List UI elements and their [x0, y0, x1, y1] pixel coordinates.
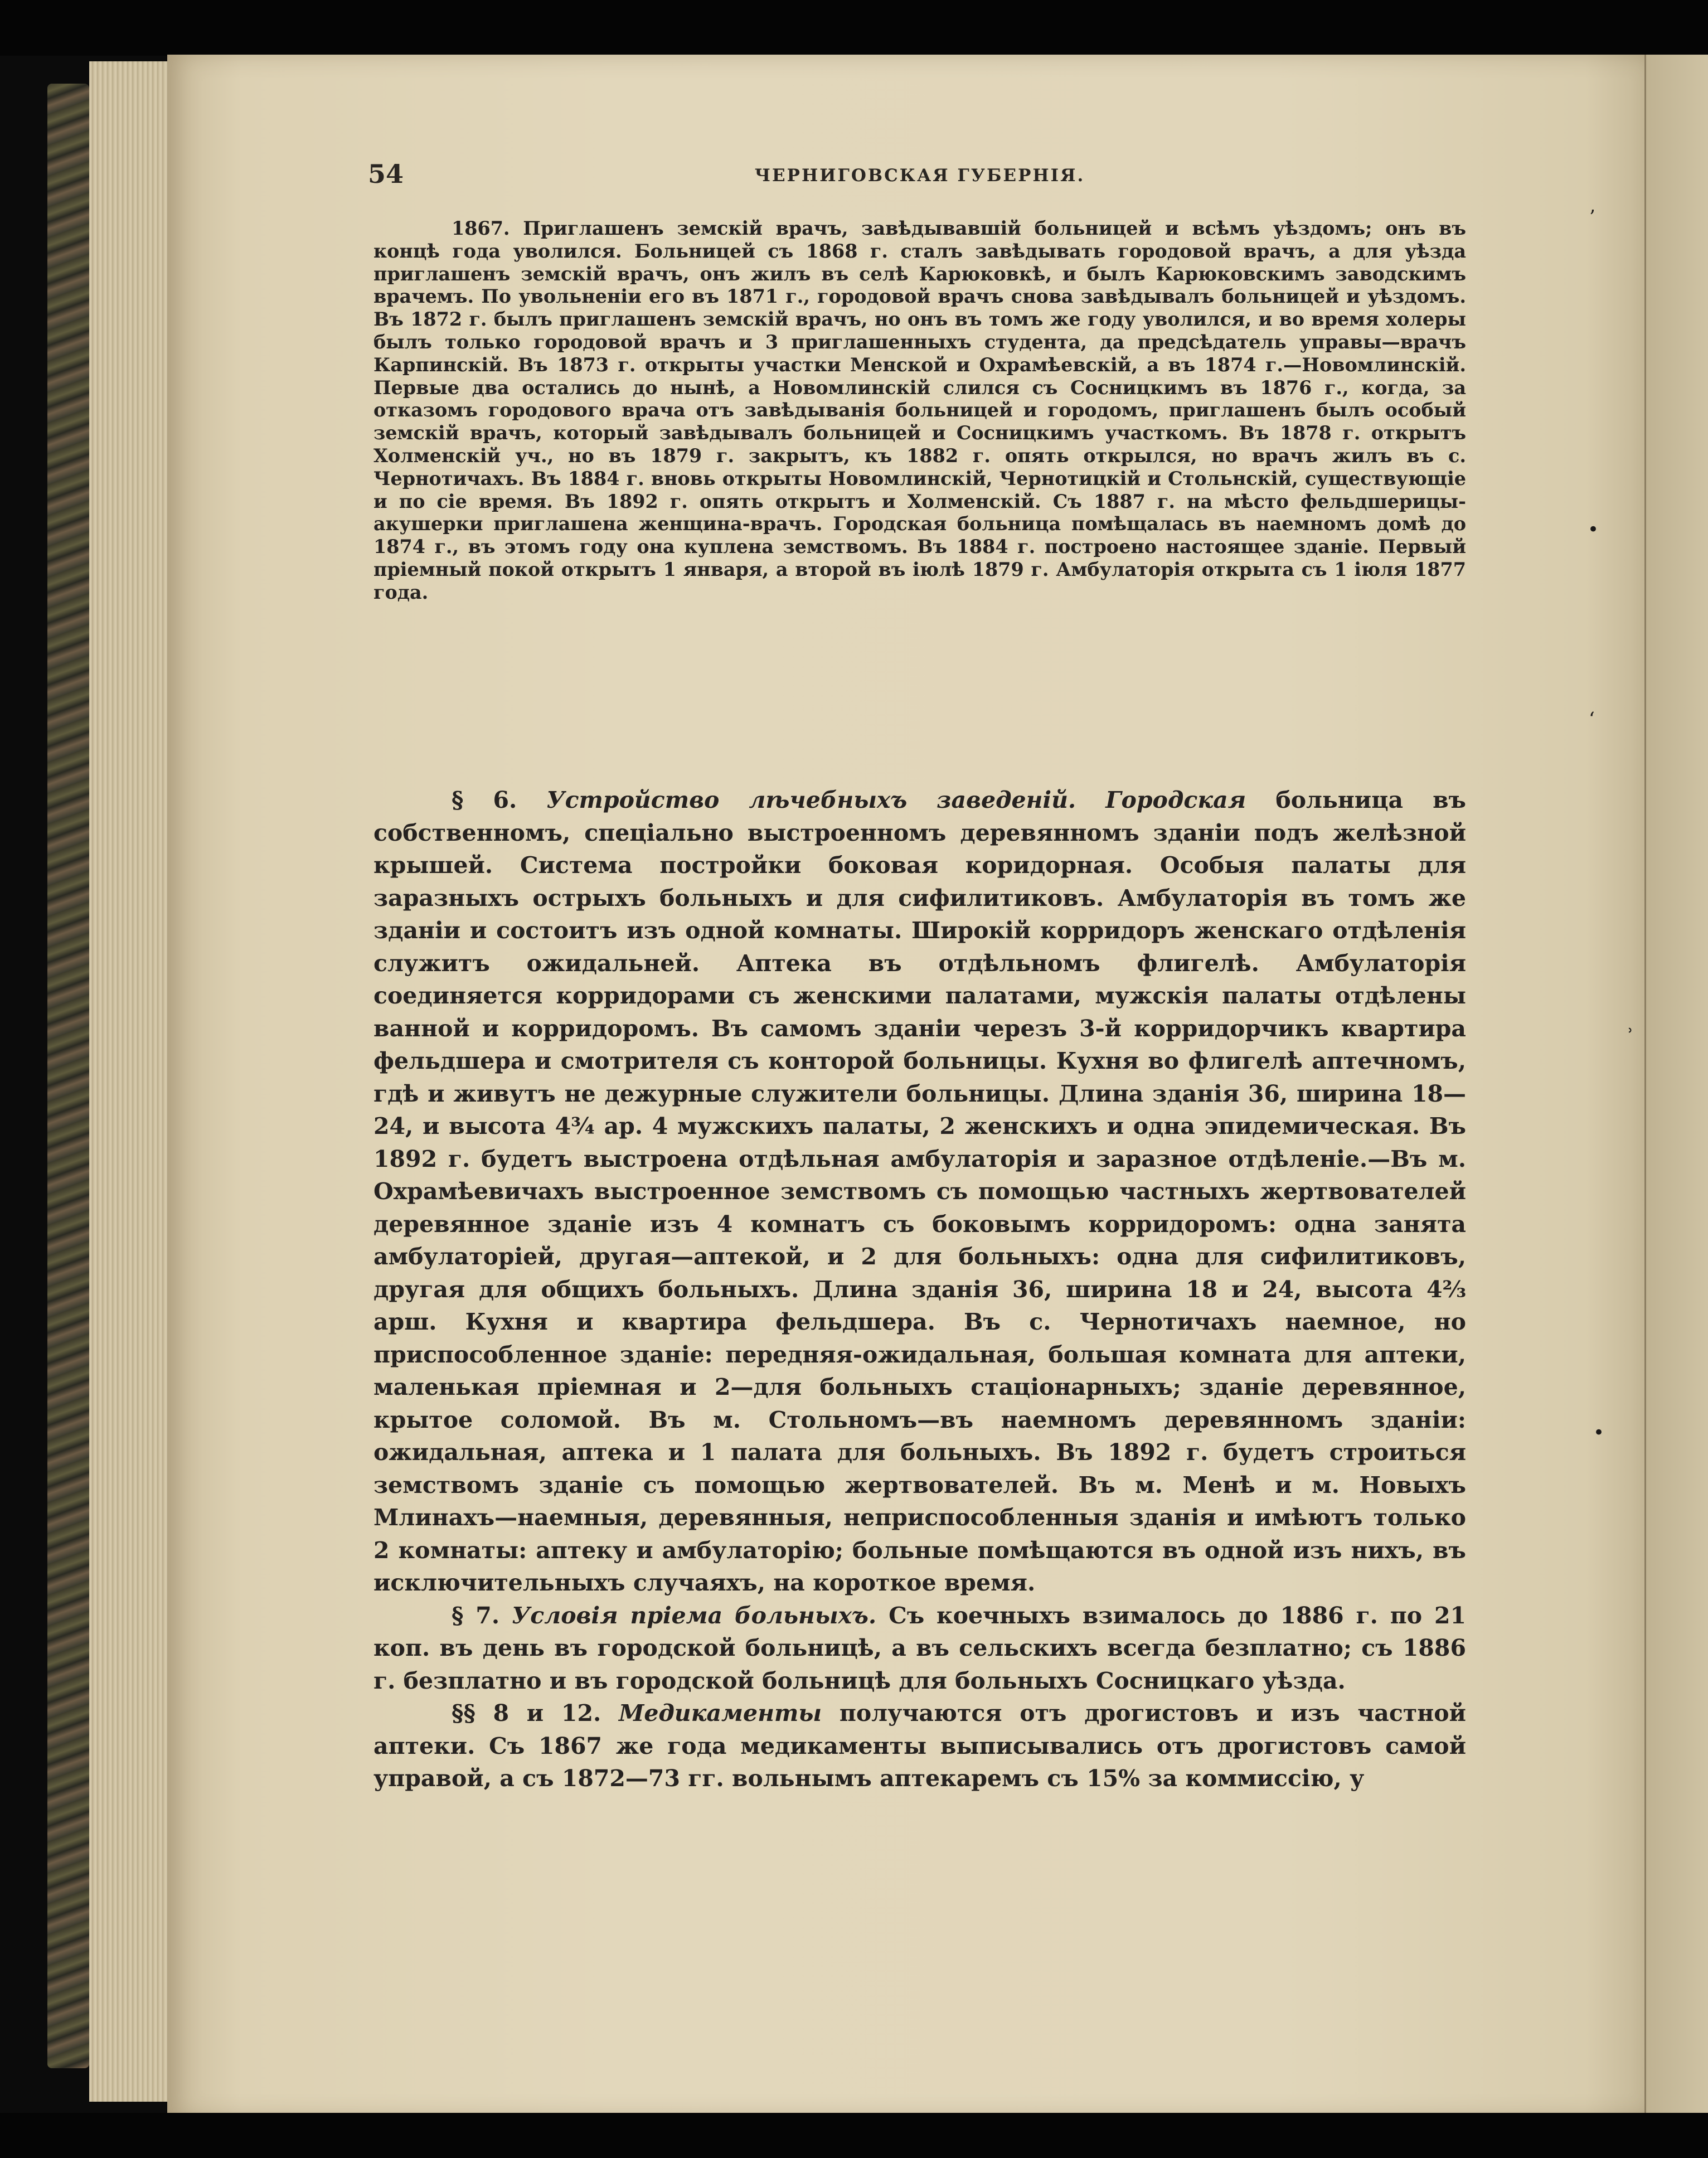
- facing-page-edge: [1644, 55, 1708, 2117]
- section-6-text: больница въ собственномъ, спеціально выстроенномъ деревянномъ зданіи подъ желѣзной крышей. Система постройки боковая коридорная. Особыя палаты для заразныхъ острыхъ больныхъ и для сифилитиковъ. Амбулаторія въ томъ же зданіи и состоитъ изъ одной комнаты. Широкій корридоръ женскаго отдѣленія служитъ ожидальней. Аптека въ отдѣльномъ флигелѣ. Амбулаторія соединяется корридорами съ женскими палатами, мужскія палаты отдѣлены ванной и корридоромъ. Въ самомъ зданіи черезъ 3-й корридорчикъ квартира фельдшера и смотрителя съ конторой больницы. Кухня во флигелѣ аптечномъ, гдѣ и живутъ не дежурные служители больницы. Длина зданія 36, ширина 18—24, и высота 4¾ ар. 4 мужскихъ палаты, 2 женскихъ и одна эпидемическая. Въ 1892 г. будетъ выстроена отдѣльная амбулаторія и заразное отдѣленіе.—Въ м. Охрамѣевичахъ выстроенное земствомъ съ помощью частныхъ жертвователей деревянное зданіе изъ 4 комнатъ съ боковымъ корридоромъ: одна занята амбулаторіей, другая—аптекой, и 2 для больныхъ: одна для сифилитиковъ, другая для общихъ больныхъ. Длина зданія 36, ширина 18 и 24, высота 4⅔ арш. Кухня и квартира фельдшера. Въ с. Чернотичахъ наемное, но приспособленное зданіе: передняя-ожидальная, большая комната для аптеки, маленькая пріемная и 2—для больныхъ стаціонарныхъ; зданіе деревянное, крытое соломой. Въ м. Стольномъ—въ наемномъ деревянномъ зданіи: ожидальная, аптека и 1 палата для больныхъ. Въ 1892 г. будетъ строиться земствомъ зданіе съ помощью жертвователей. Въ м. Менѣ и м. Новыхъ Млинахъ—наемныя, деревянныя, неприспособленныя зданія и имѣютъ только 2 комнаты: аптеку и амбулаторію; больные помѣщаются въ одной изъ нихъ, въ исключительныхъ случаяхъ, на короткое время.: [373, 787, 1467, 1596]
- page-header: [368, 159, 1472, 192]
- margin-mark: •: [1588, 518, 1599, 541]
- margin-mark: ʼ: [1589, 206, 1595, 229]
- section-7-text: Съ коечныхъ взималось до 1886 г. по 21 коп. въ день въ городской больницѣ, а въ сельскихъ всегда безплатно; съ 1886 г. безплатно и въ городской больницѣ для больныхъ Сосницкаго уѣзда.: [373, 1602, 1466, 1694]
- section-7-number: § 7.: [452, 1602, 500, 1629]
- section-6-number: § 6.: [452, 787, 517, 813]
- section-8-text: получаются отъ дрогистовъ и изъ частной аптеки. Съ 1867 же года медикаменты выписывались отъ дрогистовъ самой управой, а съ 1872—73 гг. вольнымъ аптекаремъ съ 15% за коммиссію, у: [373, 1700, 1466, 1792]
- section-6-heading: Устройство лѣчебныхъ заведеній. Городская: [546, 787, 1246, 813]
- section-8-12: [373, 1697, 1466, 1795]
- page-edges: [89, 61, 173, 2102]
- section-8-heading: Медикаменты: [618, 1700, 822, 1727]
- section-8-number: §§ 8 и 12.: [452, 1700, 601, 1727]
- scan-border-top: [0, 0, 1708, 56]
- running-title: ЧЕРНИГОВСКАЯ ГУБЕРНІЯ.: [754, 166, 1085, 186]
- margin-mark: ʻ: [1589, 708, 1595, 730]
- history-year: 1867.: [452, 217, 510, 239]
- main-text: [373, 784, 1466, 1795]
- book-spine: [47, 84, 89, 2068]
- section-7-heading: Условія пріема больныхъ.: [511, 1602, 877, 1629]
- section-6: [373, 784, 1466, 1599]
- history-text: Приглашенъ земскій врачъ, завѣдывавшій больницей и всѣмъ уѣздомъ; онъ въ концѣ года уволился. Больницей съ 1868 г. сталъ завѣдывать городовой врачъ, а для уѣзда приглашенъ земскій врачъ, онъ жилъ въ селѣ Карюковкѣ, и былъ Карюковскимъ заводскимъ врачемъ. По увольненіи его въ 1871 г., городовой врачъ снова завѣдывалъ больницей и уѣздомъ. Въ 1872 г. былъ приглашенъ земскій врачъ, но онъ въ томъ же году уволился, и во время холеры былъ только городовой врачъ и 3 приглашенныхъ студента, да предсѣдатель управы—врачъ Карпинскій. Въ 1873 г. открыты участки Менской и Охрамѣевскій, а въ 1874 г.—Новомлинскій. Первые два остались до нынѣ, а Новомлинскій слился съ Сосницкимъ въ 1876 г., когда, за отказомъ городового врача отъ завѣдыванія больницей и городомъ, приглашенъ былъ особый земскій врачъ, который завѣдывалъ больницей и Сосницкимъ участкомъ. Въ 1878 г. открытъ Холменскій уч., но въ 1879 г. закрытъ, къ 1882 г. опять открылся, но врачъ жилъ въ с. Чернотичахъ. Въ 1884 г. вновь открыты Новомлинскій, Чернотицкій и Стольнскій, существующіе и по сіе время. Въ 1892 г. опять открытъ и Холменскій. Съ 1887 г. на мѣсто фельдшерицы-акушерки приглашена женщина-врачъ. Городская больница помѣщалась въ наемномъ домѣ до 1874 г., въ этомъ году она куплена земствомъ. Въ 1884 г. построено настоящее зданіе. Первый пріемный покой открытъ 1 января, а второй въ іюлѣ 1879 г. Амбулаторія открыта съ 1 іюля 1877 года.: [373, 217, 1466, 603]
- section-7: [373, 1599, 1466, 1698]
- history-paragraph: [373, 217, 1466, 604]
- margin-mark: •: [1593, 1422, 1605, 1444]
- page-number: 54: [368, 159, 404, 189]
- margin-mark: ˒: [1628, 1020, 1634, 1042]
- scan-border-bottom: [0, 2113, 1708, 2158]
